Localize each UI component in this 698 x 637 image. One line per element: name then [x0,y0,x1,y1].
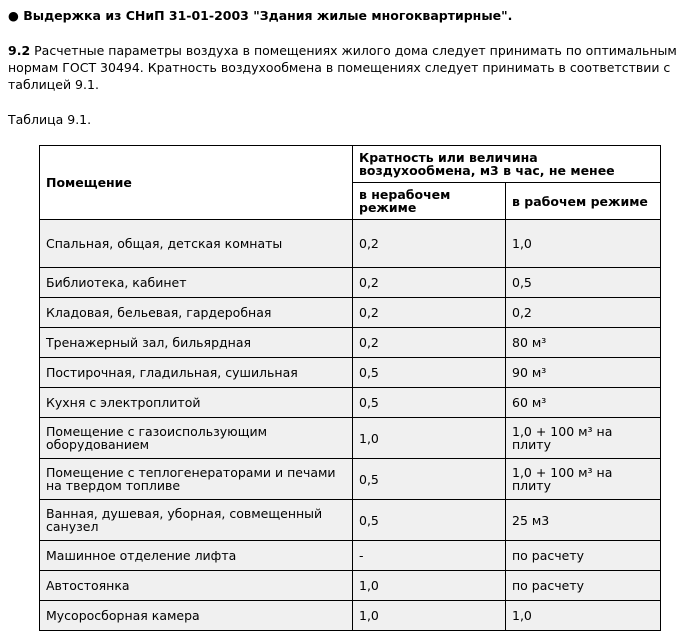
cell-work: 1,0 [506,220,661,268]
cell-idle: 0,2 [353,328,506,358]
table-row [40,571,661,601]
cell-room: Тренажерный зал, бильярдная [40,328,353,358]
cell-idle: 1,0 [353,418,506,459]
cell-room: Помещение с газоиспользующим оборудованием [40,418,353,459]
table-row [40,541,661,571]
page-heading: ● Выдержка из СНиП 31-01-2003 "Здания жилые многоквартирные". [8,8,513,23]
cell-work: 0,5 [506,268,661,298]
cell-work: 1,0 [506,601,661,631]
table-row [40,328,661,358]
cell-room: Машинное отделение лифта [40,541,353,571]
table-row [40,459,661,500]
cell-work: 80 м³ [506,328,661,358]
cell-idle: 0,5 [353,358,506,388]
cell-idle: 0,2 [353,298,506,328]
table-row [40,220,661,268]
header-room: Помещение [40,146,353,220]
cell-room: Ванная, душевая, уборная, совмещенный санузел [40,500,353,541]
cell-idle: 0,5 [353,500,506,541]
air-exchange-table [39,145,661,631]
cell-room: Мусоросборная камера [40,601,353,631]
cell-room: Спальная, общая, детская комнаты [40,220,353,268]
cell-idle: 0,5 [353,459,506,500]
cell-idle: - [353,541,506,571]
header-rate: Кратность или величина воздухообмена, м3 в час, не менее [353,146,661,183]
table-row [40,500,661,541]
cell-work: 25 м3 [506,500,661,541]
cell-work: 60 м³ [506,388,661,418]
header-idle: в нерабочем режиме [353,183,506,220]
paragraph-9-2 [8,42,698,93]
table-row [40,418,661,459]
cell-room: Библиотека, кабинет [40,268,353,298]
cell-room: Помещение с теплогенераторами и печами на твердом топливе [40,459,353,500]
cell-work: 1,0 + 100 м³ на плиту [506,418,661,459]
table-row [40,601,661,631]
paragraph-number: 9.2 [8,43,31,58]
cell-room: Кладовая, бельевая, гардеробная [40,298,353,328]
table-row [40,388,661,418]
paragraph-line-1 [8,42,698,59]
cell-room: Автостоянка [40,571,353,601]
cell-idle: 1,0 [353,571,506,601]
table-row [40,268,661,298]
table-caption: Таблица 9.1. [8,112,92,127]
cell-room: Кухня с электроплитой [40,388,353,418]
cell-work: по расчету [506,541,661,571]
paragraph-text-2: нормам ГОСТ 30494. Кратность воздухообмена в помещениях следует принимать в соответствии с [8,60,671,75]
paragraph-text-3: таблицей 9.1. [8,77,99,92]
cell-work: по расчету [506,571,661,601]
table-row [40,298,661,328]
cell-work: 1,0 + 100 м³ на плиту [506,459,661,500]
cell-room: Постирочная, гладильная, сушильная [40,358,353,388]
table-row [40,358,661,388]
cell-work: 0,2 [506,298,661,328]
cell-idle: 0,2 [353,268,506,298]
paragraph-text-1: Расчетные параметры воздуха в помещениях жилого дома следует принимать по оптимальным [34,43,677,58]
cell-work: 90 м³ [506,358,661,388]
cell-idle: 0,2 [353,220,506,268]
cell-idle: 0,5 [353,388,506,418]
header-work: в рабочем режиме [506,183,661,220]
cell-idle: 1,0 [353,601,506,631]
